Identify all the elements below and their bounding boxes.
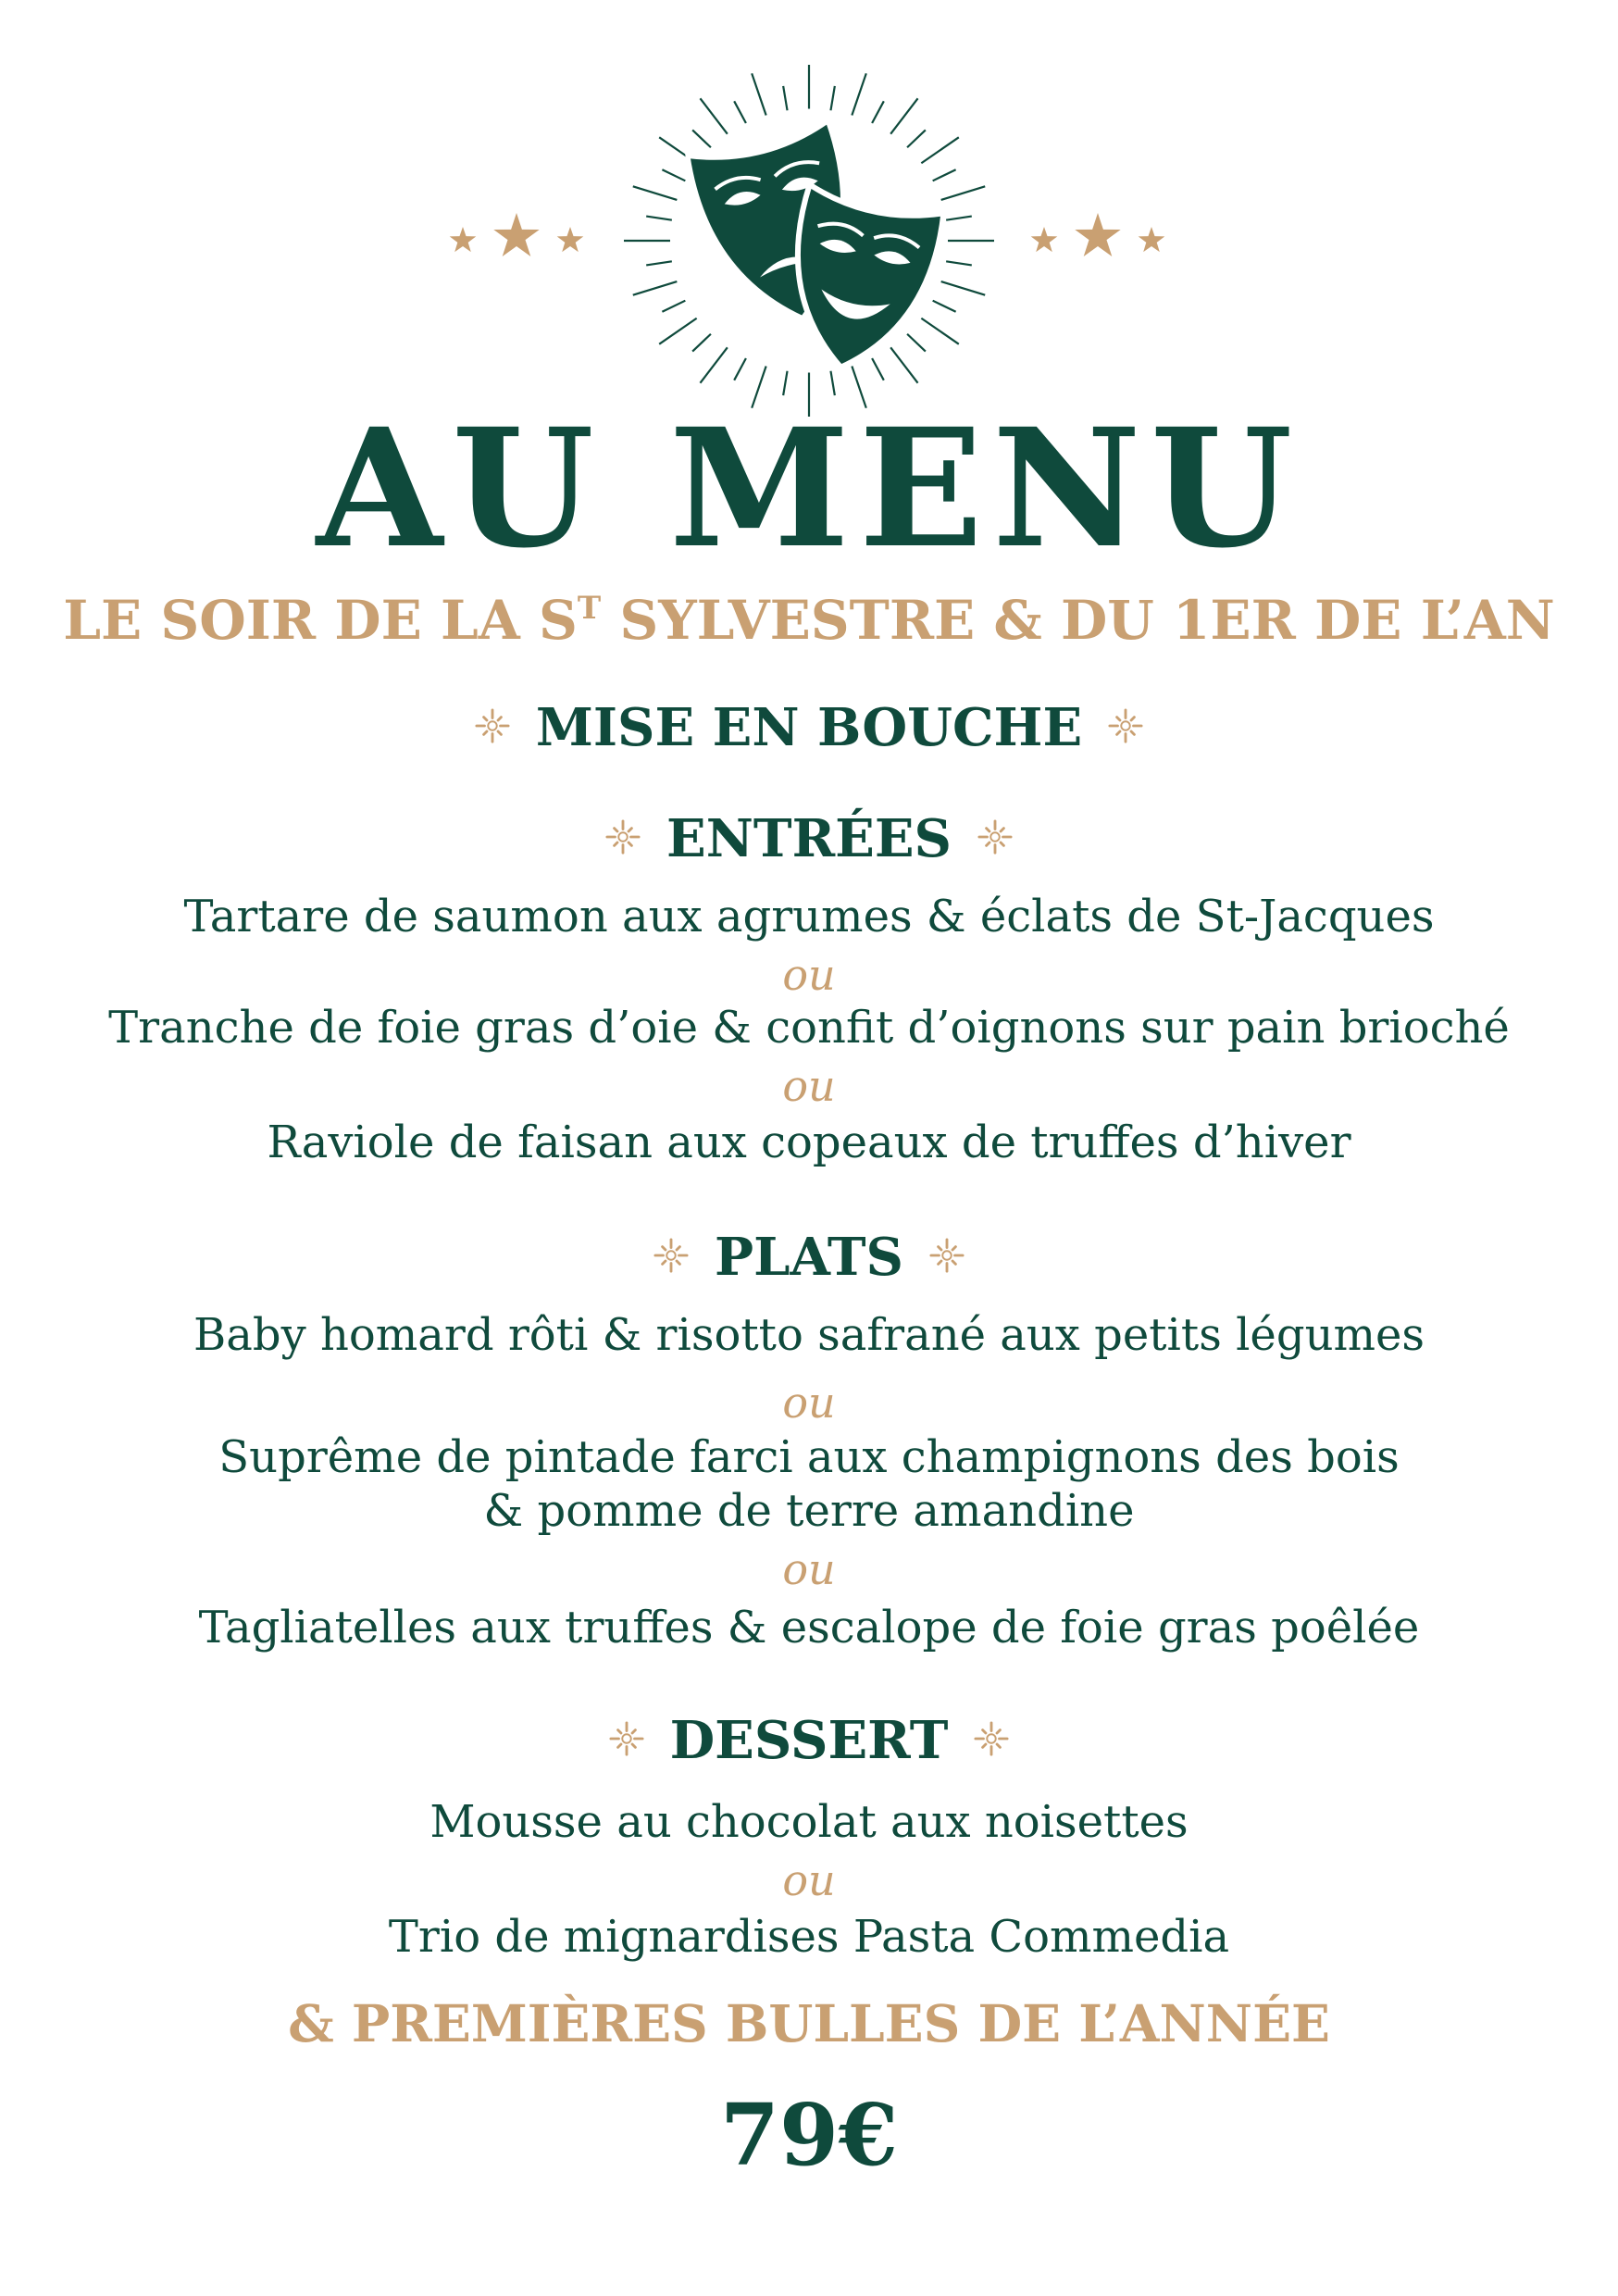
or-separator: ou bbox=[782, 1544, 836, 1594]
star-icon bbox=[1139, 227, 1165, 252]
sun-ornament-icon bbox=[929, 1238, 965, 1273]
dish-item: Baby homard rôti & risotto safrané aux petits légumes bbox=[193, 1309, 1425, 1361]
sun-ornament-icon bbox=[605, 819, 641, 855]
sun-ornament-icon bbox=[475, 708, 510, 743]
dish-item: Raviole de faisan aux copeaux de truffes d’hiver bbox=[267, 1117, 1351, 1168]
stars-right-icon bbox=[1026, 202, 1174, 276]
or-separator: ou bbox=[782, 950, 836, 1000]
dish-item: Trio de mignardises Pasta Commedia bbox=[388, 1911, 1230, 1963]
page-subtitle: LE SOIR DE LA $S^T$ SYLVESTRE & DU 1ER DE L’AN bbox=[63, 589, 1555, 652]
or-separator: ou bbox=[782, 1855, 836, 1905]
dish-item: Mousse au chocolat aux noisettes bbox=[429, 1796, 1189, 1848]
sun-ornament-icon bbox=[974, 1721, 1009, 1756]
star-icon bbox=[1031, 227, 1058, 252]
star-icon bbox=[1075, 213, 1120, 256]
sun-ornament-icon bbox=[653, 1238, 689, 1273]
sun-ornament-icon bbox=[977, 819, 1013, 855]
or-separator: ou bbox=[782, 1061, 836, 1111]
star-icon bbox=[493, 213, 539, 256]
stars-left-icon bbox=[444, 202, 592, 276]
section-heading-plats: PLATS bbox=[0, 1231, 1618, 1283]
star-icon bbox=[450, 227, 477, 252]
star-icon bbox=[557, 227, 584, 252]
menu-price: 79€ bbox=[719, 2085, 899, 2185]
sun-ornament-icon bbox=[609, 1721, 644, 1756]
sun-ornament-icon bbox=[1108, 708, 1143, 743]
dish-item: Tagliatelles aux truffes & escalope de foie gras poêlée bbox=[198, 1602, 1420, 1653]
section-heading-mise-en-bouche: MISE EN BOUCHE bbox=[0, 702, 1618, 754]
theatre-masks-icon bbox=[592, 56, 1026, 426]
dish-item: Tartare de saumon aux agrumes & éclats de St-Jacques bbox=[183, 891, 1435, 942]
section-heading-entrees: ENTRÉES bbox=[0, 813, 1618, 865]
dish-item: Tranche de foie gras d’oie & confit d’oignons sur pain brioché bbox=[108, 1002, 1510, 1054]
dish-item: Suprême de pintade farci aux champignons des bois bbox=[218, 1431, 1400, 1483]
page-title: AU MENU bbox=[316, 393, 1302, 584]
closing-line: & PREMIÈRES BULLES DE L’ANNÉE bbox=[288, 1993, 1330, 2053]
section-heading-dessert: DESSERT bbox=[0, 1715, 1618, 1766]
dish-item-continuation: & pomme de terre amandine bbox=[483, 1485, 1135, 1537]
or-separator: ou bbox=[782, 1378, 836, 1428]
